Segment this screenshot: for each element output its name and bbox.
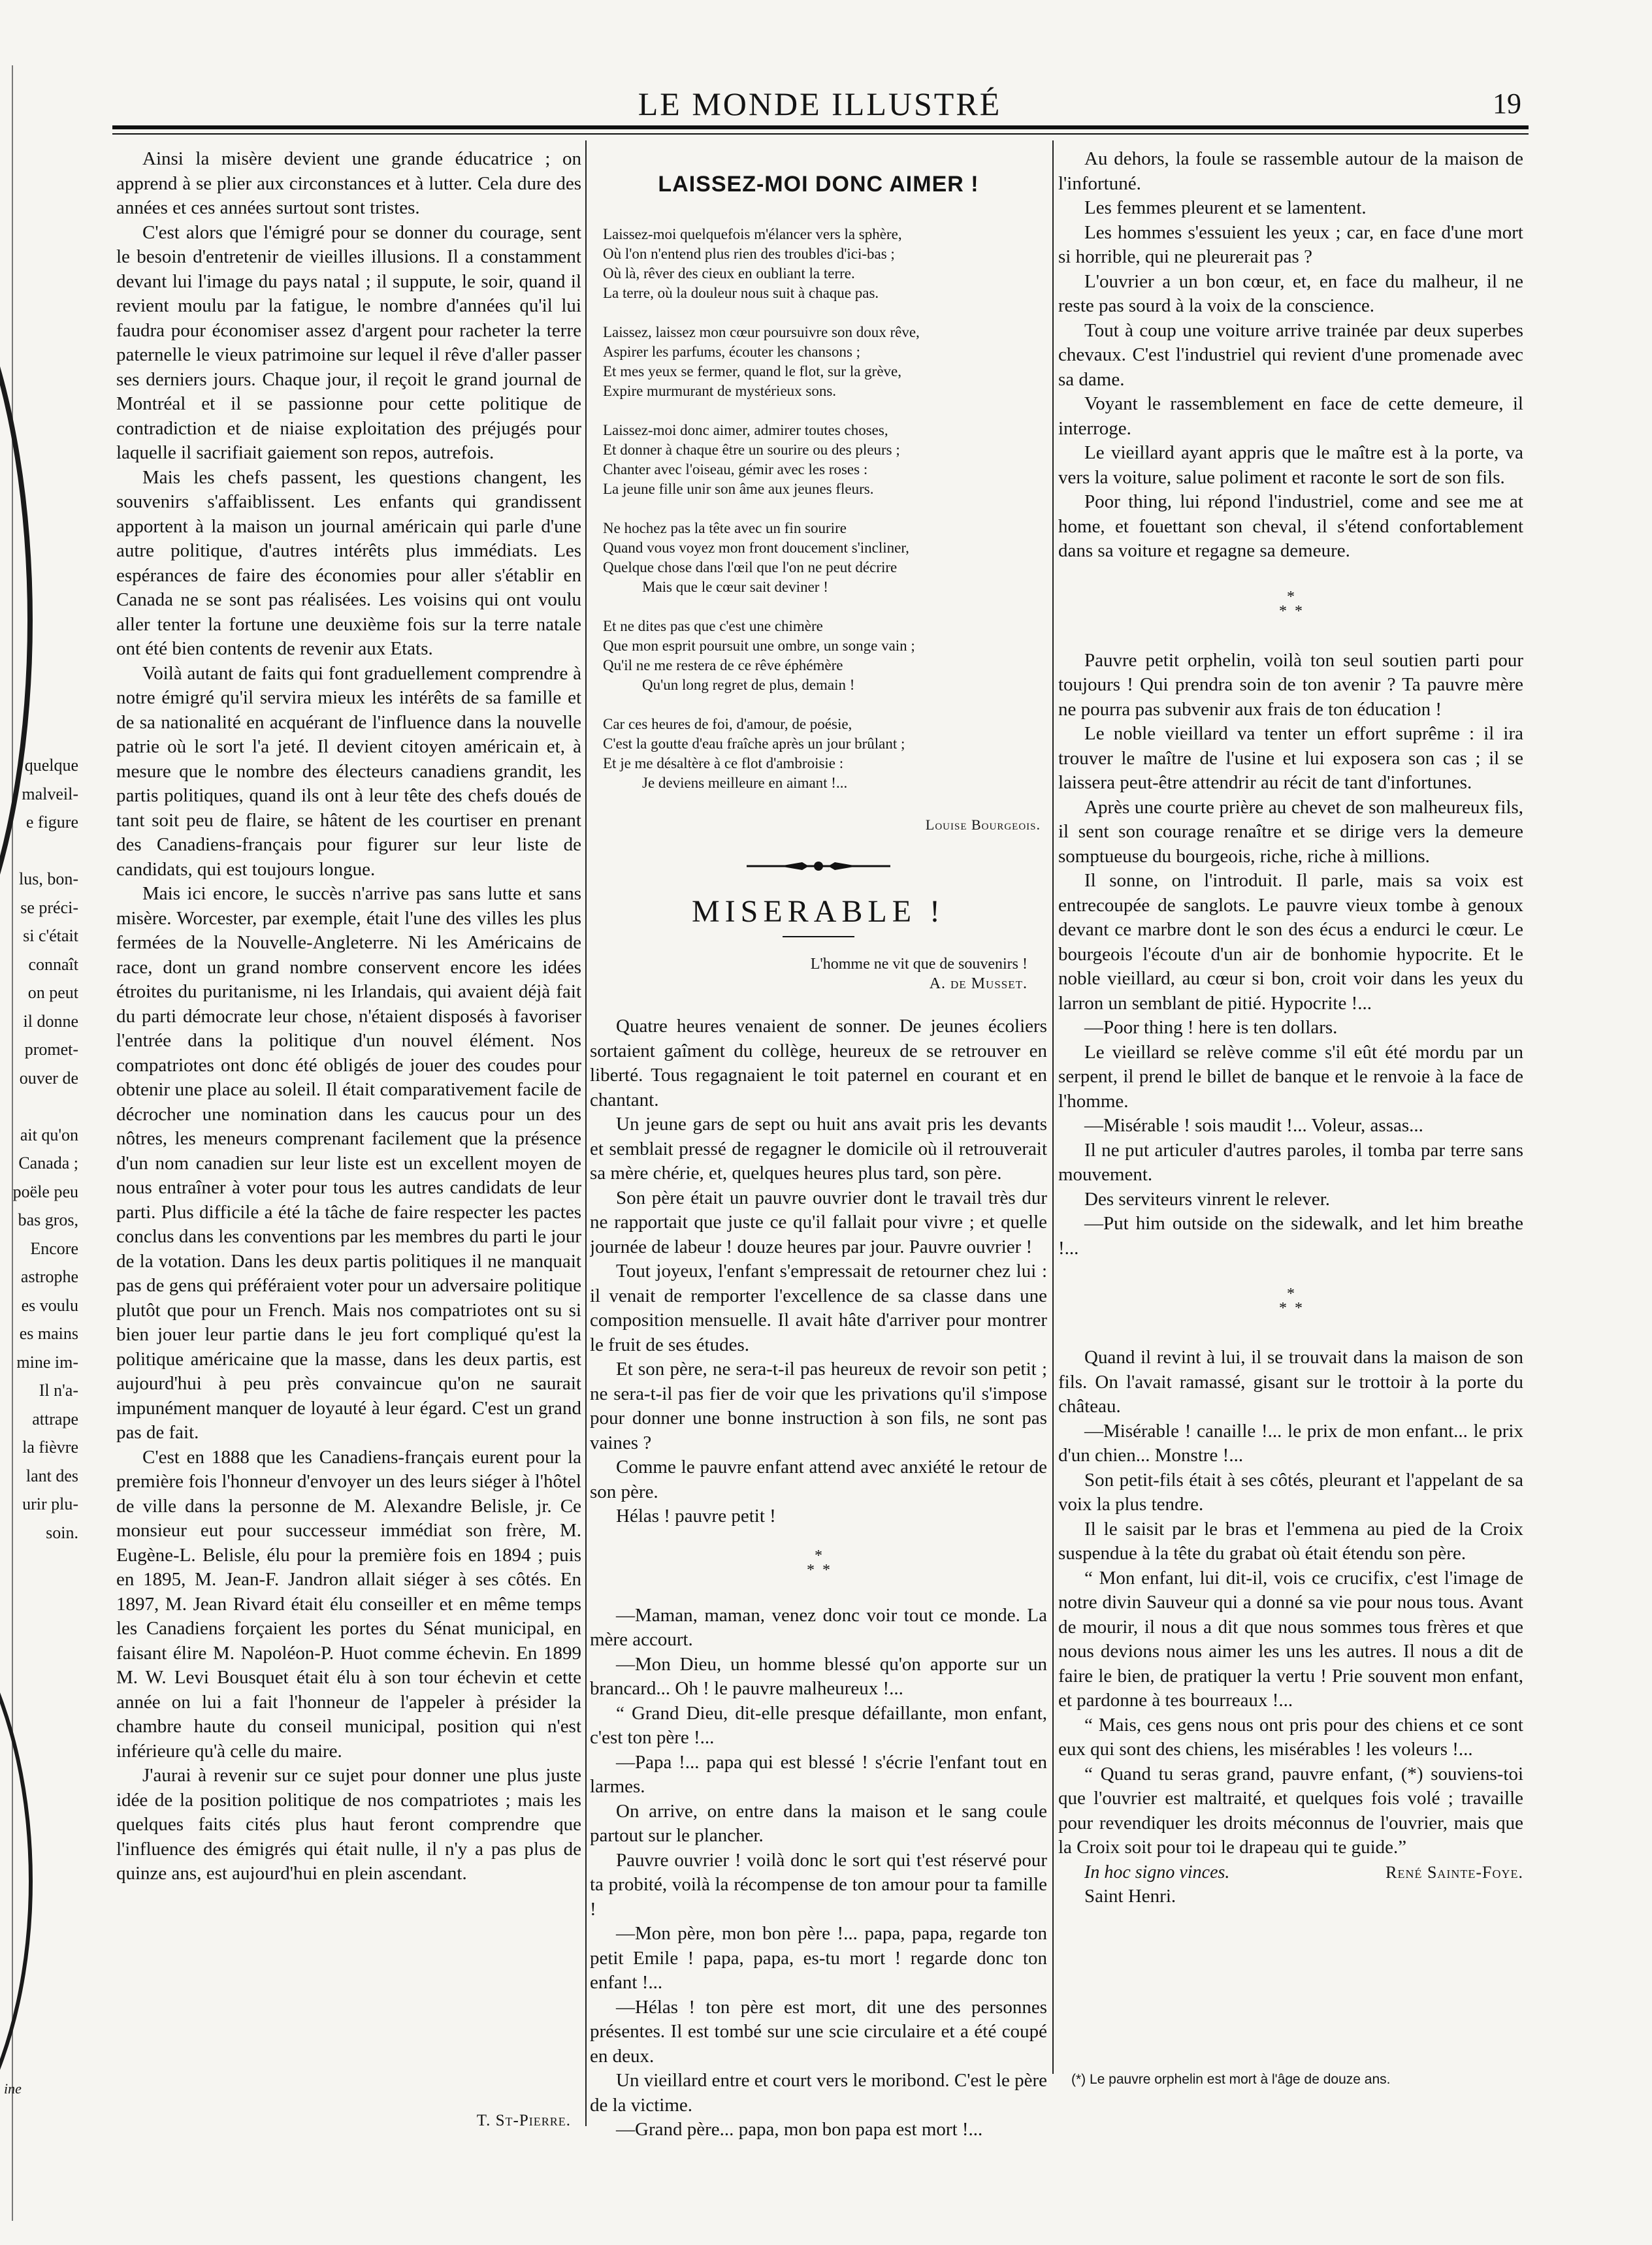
story-paragraph: “ Mais, ces gens nous ont pris pour des chiens et ce sont eux qui sont des chiens, les misérables ! les voleurs !... <box>1058 1714 1523 1760</box>
story-paragraph: Quatre heures venaient de sonner. De jeunes écoliers sortaient gaîment du collège, heureux de se retrouver en liberté. Tous regagnaient le toit paternel en courant et en chantant. <box>590 1016 1047 1110</box>
story-paragraph: “ Mon enfant, lui dit-il, vois ce crucifix, c'est l'image de notre divin Sauveur qui a donné sa vie pour nous tous. Avant de mourir, il nous a dit que nous sommes tous frères et que nous devions nous aimer les uns les autres. Il nous a dit de faire le bien, de pratiquer la vertu ! Prie souvent mon enfant, et pardonne à tes bourreaux !... <box>1058 1567 1523 1711</box>
story-paragraph: Les femmes pleurent et se lamentent. <box>1084 197 1367 218</box>
poem-stanza <box>603 421 1047 499</box>
story-paragraph: Et son père, ne sera-t-il pas heureux de revoir son petit ; ne sera-t-il pas fier de voir que les privations qu'il s'impose pour donner une bonne instruction à son fils, ne sont pas vaines ? <box>590 1359 1047 1453</box>
emigration-article-body <box>116 147 581 1886</box>
masthead-rule-thin <box>112 133 1529 135</box>
poem-body <box>590 225 1047 813</box>
story-motto: In hoc signo vinces. <box>1084 1862 1230 1882</box>
bleed-line: poële peu <box>12 1182 78 1201</box>
story-paragraph: —Poor thing ! here is ten dollars. <box>1084 1017 1338 1038</box>
story-paragraph: —Grand père... papa, mon bon papa est mort !... <box>616 2119 983 2139</box>
poem-stanza <box>603 323 1047 401</box>
story-paragraph: Hélas ! pauvre petit ! <box>616 1506 776 1526</box>
facing-page-footer-fragment: ine <box>4 2080 22 2097</box>
story-part-5 <box>1058 1346 1523 1860</box>
article-paragraph: C'est alors que l'émigré pour se donner du courage, sent le besoin d'entretenir de vieilles illusions. Il a constamment devant lui l'image du pays natal ; il suppute, le soir, quand il revient moulu par la fatigue, le nombre d'années qu'il lui faudra pour économiser assez d'argent pour racheter la terre paternelle le vieux patrimoine sur lequel il rêve d'aller passer ses derniers jours. Chaque jour, il reçoit le grand journal de Montréal et il se passionne pour cette politique de contradiction et de niaise exploitation des préjugés pour laquelle il sacrifiait gaiement son repos, autrefois. <box>116 221 581 463</box>
story-paragraph: —Hélas ! ton père est mort, dit une des personnes présentes. Il est tombé sur une scie circulaire et a été coupé en deux. <box>590 1996 1047 2067</box>
poem-line: Et je me désaltère à ce flot d'ambroisie : <box>603 755 844 771</box>
story-paragraph: On arrive, on entre dans la maison et le sang coule partout sur le plancher. <box>590 1800 1047 1846</box>
bleed-line: mine im- <box>16 1352 78 1372</box>
story-paragraph: Pauvre ouvrier ! voilà donc le sort qui t'est réservé pour ta probité, voilà la récompense de ton amour pour ta famille ! <box>590 1849 1047 1920</box>
story-paragraph: Comme le pauvre enfant attend avec anxiété le retour de son père. <box>590 1457 1047 1502</box>
poem-line: La terre, où la douleur nous suit à chaque pas. <box>603 285 879 301</box>
poem-line: Mais que le cœur sait deviner ! <box>642 579 828 595</box>
bleed-line: Canada ; <box>18 1154 78 1172</box>
bleed-line: lus, bon- <box>19 869 78 888</box>
bleed-line: quelque <box>24 756 78 775</box>
poem-line: Où là, rêver des cieux en oubliant la terre. <box>603 265 855 282</box>
poem-stanza <box>603 617 1047 695</box>
poem-line: Expire murmurant de mystérieux sons. <box>603 383 837 399</box>
story-paragraph: —Mon Dieu, un homme blessé qu'on apporte sur un brancard... Oh ! le pauvre malheureux !... <box>590 1653 1047 1699</box>
poem-line: Qu'un long regret de plus, demain ! <box>642 677 855 693</box>
poem-line: Et donner à chaque être un sourire ou des pleurs ; <box>603 442 900 458</box>
story-title: MISERABLE ! <box>692 894 945 929</box>
poem-line: Et ne dites pas que c'est une chimère <box>603 618 823 634</box>
story-paragraph: Un vieillard entre et court vers le moribond. C'est le père de la victime. <box>590 2070 1047 2116</box>
bleed-line: il donne <box>23 1011 78 1031</box>
article-paragraph: Ainsi la misère devient une grande éducatrice ; on apprend à se plier aux circonstances et à lutter. Cela dure des années et ces années surtout sont tristes. <box>116 148 581 218</box>
article-paragraph: Mais les chefs passent, les questions changent, les souvenirs s'affaiblissent. Les enfants qui grandissent apportent à la maison un journal américain qui parle d'une autre politique, d'autres intérêts plus immédiats. Les espérances de faire des économies pour aller s'établir en Canada ne se sont pas réalisées. Les voisins qui ont voulu aller tenter la fortune une deuxième fois sur la terre natale ont été bien contents de revenir aux Etats. <box>116 466 581 659</box>
column-rule-1 <box>585 140 587 2126</box>
bleed-line: Il n'a- <box>39 1381 78 1400</box>
poem-author: Louise Bourgeois. <box>925 816 1041 833</box>
bleed-line: si c'était <box>23 926 78 945</box>
column-rule-2 <box>1052 140 1054 2074</box>
story-paragraph: “ Grand Dieu, dit-elle presque défaillante, mon enfant, c'est ton père !... <box>590 1702 1047 1748</box>
story-paragraph: Voyant le rassemblement en face de cette demeure, il interroge. <box>1058 393 1523 439</box>
poem-line: Ne hochez pas la tête avec un fin sourire <box>603 520 847 536</box>
story-paragraph: Le vieillard se relève comme s'il eût été mordu par un serpent, il prend le billet de banque et le renvoie à la face de l'homme. <box>1058 1041 1523 1112</box>
story-paragraph: Pauvre petit orphelin, voilà ton seul soutien parti pour toujours ! Qui prendra soin de ton avenir ? Ta pauvre mère ne pourra pas subvenir aux frais de ton éducation ! <box>1058 649 1523 720</box>
bleed-line: lant des <box>25 1466 78 1485</box>
masthead-rule-thick <box>112 125 1529 129</box>
bleed-line <box>0 1092 78 1121</box>
column-poem-and-story <box>590 147 1047 2139</box>
story-epigraph <box>590 954 1047 993</box>
column-emigration-article <box>116 147 581 2139</box>
poem-line: Car ces heures de foi, d'amour, de poésie, <box>603 716 852 732</box>
epigraph-quote: L'homme ne vit que de souvenirs ! <box>810 956 1028 973</box>
story-paragraph: —Papa !... papa qui est blessé ! s'écrie l'enfant tout en larmes. <box>590 1751 1047 1797</box>
poem-title: LAISSEZ-MOI DONC AIMER ! <box>658 172 979 197</box>
column-story-continued <box>1058 147 1523 2139</box>
article-paragraph: J'aurai à revenir sur ce sujet pour donner une plus juste idée de la position politique de nos compatriotes ; mais les quelques faits cités plus haut feront comprendre que l'influence des émigrés qui était nulle, il n'y a pas plus de quinze ans, est aujourd'hui en plein ascendant. <box>116 1765 581 1884</box>
story-paragraph: Son petit-fils était à ses côtés, pleurant et l'appelant de sa voix la plus tendre. <box>1058 1469 1523 1515</box>
section-asterism-3: * * * <box>1279 1285 1303 1317</box>
poem-stanza <box>603 225 1047 303</box>
bleed-line: es mains <box>19 1324 78 1343</box>
bleed-line: on peut <box>27 983 78 1002</box>
story-paragraph: Des serviteurs vinrent le relever. <box>1084 1188 1331 1210</box>
bleed-line: e figure <box>25 813 78 832</box>
bleed-line <box>0 837 78 865</box>
story-place: Saint Henri. <box>1084 1886 1176 1907</box>
story-paragraph: “ Quand tu seras grand, pauvre enfant, (*) souviens-toi que l'ouvrier est maltraité, et quelques fois volé ; travaille pour revendiquer les droits méconnus de l'ouvrier, mais que la Croix soit pour toi le drapeau qui te guide.” <box>1058 1763 1523 1858</box>
story-paragraph: Le vieillard ayant appris que le maître est à la porte, va vers la voiture, salue poliment et raconte le sort de son fils. <box>1058 442 1523 488</box>
story-paragraph: —Put him outside on the sidewalk, and let him breathe !... <box>1058 1213 1523 1259</box>
story-paragraph: Son père était un pauvre ouvrier dont le travail très dur ne rapportait que juste ce qu'il fallait pour vivre ; et quelle journée de labeur ! douze heures par jour. Pauvre ouvrier ! <box>590 1187 1047 1257</box>
poem-stanza <box>603 715 1047 793</box>
story-paragraph: Il sonne, on l'introduit. Il parle, mais sa voix est entrecoupée de sanglots. Le pauvre vieux tombe à genoux devant ce marbre dont le son des écus a endurci le cœur. Le bourgeois l'écoute d'un air de bonhomie hypocrite. Et le noble vieillard, au cœur si bon, croit voir dans les yeux du larron un semblant de pitié. Hypocrite !... <box>1058 870 1523 1014</box>
story-signature: René Sainte-Foye. <box>1385 1862 1523 1882</box>
poem-stanza <box>603 519 1047 597</box>
section-asterism-2: * * * <box>1279 588 1303 620</box>
bleed-line: connaît <box>28 954 78 974</box>
poem-line: Que mon esprit poursuit une ombre, un songe vain ; <box>603 638 915 654</box>
bleed-line: se préci- <box>20 897 78 917</box>
story-paragraph: Un jeune gars de sept ou huit ans avait pris les devants et semblait pressé de regagner le domicile où il retrouverait sa mère chérie, et, quelques heures plus tard, son père. <box>590 1114 1047 1184</box>
story-paragraph: Poor thing, lui répond l'industriel, come and see me at home, et fouettant son cheval, il s'étend confortablement dans sa voiture et regagne sa demeure. <box>1058 491 1523 561</box>
story-paragraph: Tout joyeux, l'enfant s'empressait de retourner chez lui : il venait de remporter l'excellence de sa classe dans une composition mensuelle. Il avait hâte d'arriver pour montrer le fruit de ses études. <box>590 1261 1047 1355</box>
poem-line: Quand vous voyez mon front doucement s'incliner, <box>603 540 909 556</box>
story-paragraph: Tout à coup une voiture arrive trainée par deux superbes chevaux. C'est l'industriel qui revient d'une promenade avec sa dame. <box>1058 319 1523 390</box>
bleed-line: astrophe <box>20 1267 78 1286</box>
poem-line: Qu'il ne me restera de ce rêve éphémère <box>603 657 843 673</box>
poem-line: Je deviens meilleure en aimant !... <box>642 775 848 791</box>
story-part-2 <box>590 1604 1047 2140</box>
poem-line: Laissez-moi donc aimer, admirer toutes choses, <box>603 422 888 438</box>
story-footnote: (*) Le pauvre orphelin est mort à l'âge de douze ans. <box>1071 2072 1391 2087</box>
story-part-1 <box>590 1014 1047 1529</box>
page-number: 19 <box>1493 88 1521 120</box>
section-asterism: * * * <box>807 1547 830 1579</box>
story-part-4 <box>1058 649 1523 1261</box>
poem-line: Chanter avec l'oiseau, gémir avec les roses : <box>603 461 868 477</box>
story-paragraph: L'ouvrier a un bon cœur, et, en face du malheur, il ne reste pas sourd à la voix de la conscience. <box>1058 270 1523 316</box>
bleed-line: la fièvre <box>22 1438 78 1457</box>
story-paragraph: Les hommes s'essuient les yeux ; car, en face d'une mort si horrible, qui ne pleurerait pas ? <box>1058 221 1523 267</box>
story-paragraph: Au dehors, la foule se rassemble autour de la maison de l'infortuné. <box>1058 148 1523 194</box>
story-part-3 <box>1058 147 1523 564</box>
story-paragraph: Le noble vieillard va tenter un effort suprême : il ira trouver le maître de l'usine et lui exposera son cas ; il se laissera peut-être attendrir au récit de tant d'infortunes. <box>1058 723 1523 793</box>
bleed-line: urir plu- <box>22 1494 78 1513</box>
story-paragraph: Il ne put articuler d'autres paroles, il tomba par terre sans mouvement. <box>1058 1139 1523 1185</box>
story-paragraph: —Misérable ! canaille !... le prix de mon enfant... le prix d'un chien... Monstre !... <box>1058 1420 1523 1466</box>
story-paragraph: Quand il revint à lui, il se trouvait dans la maison de son fils. On l'avait ramassé, gisant sur le trottoir à la porte du château. <box>1058 1347 1523 1417</box>
poem-line: Où l'on n'entend plus rien des troubles d'ici-bas ; <box>603 246 895 262</box>
poem-line: La jeune fille unir son âme aux jeunes fleurs. <box>603 481 874 497</box>
epigraph-author: A. de Musset. <box>929 975 1028 992</box>
bleed-line: ait qu'on <box>20 1125 78 1144</box>
story-paragraph: Après une courte prière au chevet de son malheureux fils, il sent son courage renaître et se dirige vers la demeure somptueuse du bourgeois, riche, riche à millions. <box>1058 796 1523 867</box>
facing-page-illustration-edge-lower <box>0 1561 33 2201</box>
poem-line: Et mes yeux se fermer, quand le flot, sur la grève, <box>603 363 902 380</box>
article-paragraph: C'est en 1888 que les Canadiens-français eurent pour la première fois l'honneur d'envoyer un des leurs siéger à l'hôtel de ville dans la personne de M. Alexandre Belisle, jr. Ce monsieur eut pour successeur immédiat son frère, M. Eugène-L. Belisle, élu pour la première fois en 1894 ; puis en 1895, M. Jean-F. Jandron allait siéger à ses côtés. En 1897, M. Jean Rivard était élu conseiller et en même temps les Canadiens forçaient les portes du Sénat municipal, en faisant élire M. Napoléon-P. Huot comme échevin. En 1899 M. W. Levi Bousquet était élu à son tour échevin et cette année on lui a fait l'honneur de l'appeler à présider la chambre haute du conseil municipal, position qui n'est inférieure qu'à celle du maire. <box>116 1446 581 1762</box>
story-paragraph: —Misérable ! sois maudit !... Voleur, assas... <box>1084 1115 1423 1136</box>
facing-page-text-bleed <box>0 751 78 1547</box>
poem-line: Aspirer les parfums, écouter les chansons ; <box>603 344 861 360</box>
story-paragraph: Il le saisit par le bras et l'emmena au pied de la Croix suspendue à la tête du grabat où était étendu son père. <box>1058 1518 1523 1564</box>
story-paragraph: —Maman, maman, venez donc voir tout ce monde. La mère accourt. <box>590 1604 1047 1650</box>
article-paragraph: Voilà autant de faits qui font graduellement comprendre à notre émigré qu'il servira mieux les intérêts de sa famille et de sa nationalité en acquérant de l'influence dans la nouvelle patrie où le sort l'a jeté. Il devient citoyen américain et, à mesure que le nombre des électeurs canadiens grandit, les partis politiques, quand ils ont à leur tête des chefs doués de tant soit peu de flaire, se hâtent de les courtiser en prenant des Canadiens-français pour figurer sur leur liste de candidats, qui est toujours longue. <box>116 662 581 880</box>
poem-line: Laissez-moi quelquefois m'élancer vers la sphère, <box>603 226 902 242</box>
bleed-line: ouver de <box>19 1068 78 1088</box>
bleed-line: promet- <box>24 1040 78 1059</box>
bleed-line: malveil- <box>22 784 78 803</box>
bleed-line: Encore <box>30 1238 78 1258</box>
poem-line: C'est la goutte d'eau fraîche après un jour brûlant ; <box>603 735 905 752</box>
story-title-rule <box>783 936 854 937</box>
bleed-line: bas gros, <box>18 1210 78 1229</box>
masthead-title: LE MONDE ILLUSTRÉ <box>638 86 1002 122</box>
article-paragraph: Mais ici encore, le succès n'arrive pas sans lutte et sans misère. Worcester, par exemple, était l'une des villes les plus fermées de la Nouvelle-Angleterre. Ni les Américains de race, dont un grand nombre conservent encore les idées étroites du puritanisme, ni les Irlandais, qui avaient déjà fait du parti démocrate leur chose, n'étaient disposés à favoriser l'entrée dans la politique d'un nouvel élément. Nos compatriotes ont donc été obligés de jouer des coudes pour obtenir une place au soleil. Il était comparativement facile de décrocher une nomination dans les caucus pour un des nôtres, les meneurs comprenant facilement que la présence d'un nom canadien sur leur liste est un excellent moyen de nous entraîner à voter pour tous les autres candidats de leur parti. Plus difficile a été la tâche de faire respecter les pactes conclus dans les conventions par les membres du parti le jour de la votation. Dans les deux partis politiques il ne manquait pas de gens qui préféraient voter pour un adversaire politique plutôt que pour un French. Mais nos compatriotes ont su si bien jouer leur partie dans le jeu fort compliqué qu'est la politique américaine que la masse, dans les deux partis, est aujourd'hui à peu près convaincue qu'on ne saurait impunément manquer de loyauté à leur égard. C'est un grand pas de fait. <box>116 883 581 1443</box>
bleed-line: attrape <box>32 1409 78 1429</box>
poem-line: Quelque chose dans l'œil que l'on ne peut décrire <box>603 559 898 575</box>
article-signature: T. St-Pierre. <box>476 2112 571 2129</box>
story-signoff <box>1058 1860 1523 1885</box>
ornament-divider <box>740 858 897 874</box>
bleed-line: es voulu <box>21 1295 78 1315</box>
bleed-line: soin. <box>46 1523 78 1542</box>
story-paragraph: —Mon père, mon bon père !... papa, papa, regarde ton petit Emile ! papa, papa, es-tu mort ! regarde donc ton enfant !... <box>590 1923 1047 1993</box>
poem-line: Laissez, laissez mon cœur poursuivre son doux rêve, <box>603 324 920 340</box>
